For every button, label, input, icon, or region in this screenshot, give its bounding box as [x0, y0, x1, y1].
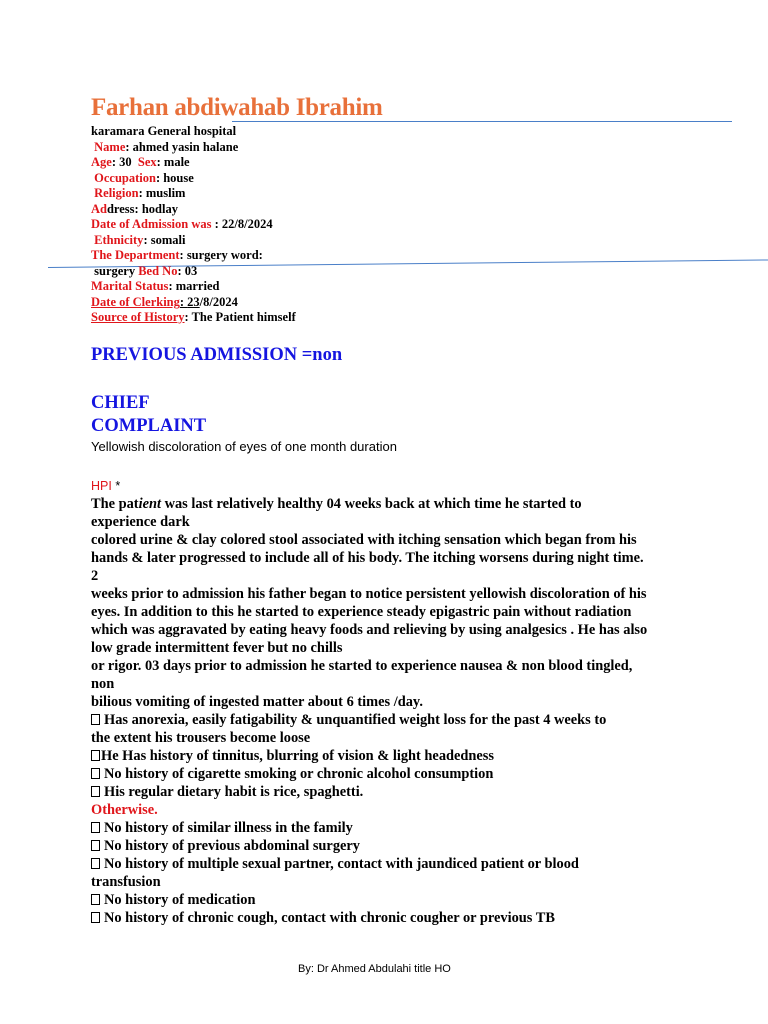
bullet-item — [91, 783, 647, 801]
bullet-item — [91, 891, 647, 909]
bullet-box-icon — [91, 912, 100, 923]
admission-value: : 22/8/2024 — [211, 217, 273, 231]
bed-label: Bed No — [138, 263, 178, 278]
hpi-line: low grade intermittent fever but no chills — [91, 640, 343, 656]
hpi-line: hands & later progressed to include all of his body. The itching worsens during night time. — [91, 550, 644, 566]
bullet-text: No history of chronic cough, contact with chronic cougher or previous TB — [104, 910, 555, 926]
hpi-line: or rigor. 03 days prior to admission he started to experience nausea & non blood tingled, — [91, 658, 633, 674]
bullet-box-icon — [91, 714, 100, 725]
bullet-box-icon — [91, 750, 100, 761]
hpi-line: experience dark — [91, 514, 190, 530]
bullet-box-icon — [91, 786, 100, 797]
hpi-body — [91, 495, 647, 927]
bullet-continuation: transfusion — [91, 874, 161, 890]
religion-label: Religion — [94, 186, 139, 200]
hospital-name: karamara General hospital — [91, 124, 237, 138]
bullet-box-icon — [91, 768, 100, 779]
patient-info-block — [91, 124, 296, 326]
department-row — [91, 248, 296, 264]
otherwise-label: Otherwise. — [91, 802, 158, 818]
bed-row — [91, 264, 296, 280]
bullet-text: No history of similar illness in the family — [104, 820, 353, 836]
occupation-value: : house — [155, 170, 194, 185]
address-label-a: Ad — [91, 201, 107, 216]
source-row — [91, 310, 296, 326]
hpi-line — [91, 495, 647, 513]
address-label-b: dress — [106, 201, 135, 216]
hpi-line: eyes. In addition to this he started to experience steady epigastric pain without radiation — [91, 604, 632, 620]
bullet-item — [91, 819, 647, 837]
name-row — [91, 140, 296, 156]
hpi-label: HPI — [91, 479, 112, 493]
marital-row — [91, 279, 296, 295]
clerking-colon: : — [179, 294, 188, 309]
department-value: : surgery word: — [179, 248, 263, 262]
clerking-day: 23 — [187, 294, 200, 309]
source-value: : The Patient himself — [184, 310, 296, 324]
bullet-text: No history of cigarette smoking or chronic alcohol consumption — [104, 766, 494, 782]
marital-value: : married — [168, 279, 220, 293]
bullet-text: Has anorexia, easily fatigability & unquantified weight loss for the past 4 weeks to — [104, 712, 607, 728]
chief-heading-line1: CHIEF — [91, 393, 150, 413]
bullet-continuation: the extent his trousers become loose — [91, 730, 311, 746]
bullet-item — [91, 855, 647, 873]
chief-complaint-text: Yellowish discoloration of eyes of one month duration — [91, 439, 397, 454]
hpi-line: 2 — [91, 568, 99, 584]
ethnicity-row — [91, 233, 296, 249]
hpi-label-row — [91, 479, 120, 493]
address-value: : hodlay — [134, 201, 178, 216]
page-footer: By: Dr Ahmed Abdulahi title HO — [298, 963, 451, 975]
bullet-text: No history of medication — [104, 892, 256, 908]
sex-label: Sex — [137, 155, 157, 169]
occupation-row — [91, 171, 296, 187]
hpi-line: bilious vomiting of ingested matter about 6 times /day. — [91, 694, 423, 710]
hpi-fragment: The pat — [91, 496, 139, 512]
surgery-prefix: surgery — [94, 263, 139, 278]
bullet-item — [91, 747, 647, 765]
bullet-text: His regular dietary habit is rice, spaghetti. — [104, 784, 364, 800]
admission-row — [91, 217, 296, 233]
bullet-box-icon — [91, 858, 100, 869]
bullet-item — [91, 909, 647, 927]
religion-value: : muslim — [138, 186, 186, 200]
hpi-line: colored urine & clay colored stool associated with itching sensation which began from his — [91, 532, 637, 548]
bullet-text: No history of previous abdominal surgery — [104, 838, 360, 854]
admission-label: Date of Admission was — [91, 217, 212, 231]
source-label: Source of History — [91, 310, 185, 324]
header-rule — [232, 121, 732, 122]
chief-complaint-heading — [91, 392, 206, 438]
marital-label: Marital Status — [91, 279, 169, 293]
bullet-text: He Has history of tinnitus, blurring of vision & light headedness — [101, 748, 494, 764]
name-label: Name — [94, 139, 126, 154]
religion-row — [91, 186, 296, 202]
bullet-item — [91, 765, 647, 783]
hpi-italic-fragment: ient — [138, 496, 161, 512]
chief-heading-line2: COMPLAINT — [91, 416, 207, 436]
hpi-fragment: was last relatively healthy 04 weeks back at which time he started to — [160, 496, 582, 512]
address-row — [91, 202, 296, 218]
department-label: The Department — [91, 248, 180, 262]
previous-admission-heading: PREVIOUS ADMISSION =non — [91, 345, 343, 365]
author-name: Farhan abdiwahab Ibrahim — [91, 94, 383, 121]
bullet-box-icon — [91, 840, 100, 851]
sex-value: : male — [156, 155, 190, 169]
hpi-star: * — [111, 479, 121, 493]
age-sex-row — [91, 155, 296, 171]
bed-value: : 03 — [177, 263, 198, 278]
occupation-label: Occupation — [94, 170, 156, 185]
bullet-box-icon — [91, 822, 100, 833]
clerking-row — [91, 295, 296, 311]
hpi-line: non — [91, 676, 115, 692]
hpi-line: weeks prior to admission his father began to notice persistent yellowish discoloration of his — [91, 586, 647, 602]
ethnicity-value: : somali — [143, 232, 186, 247]
bullet-box-icon — [91, 894, 100, 905]
clerking-value: /8/2024 — [199, 294, 238, 309]
ethnicity-label: Ethnicity — [94, 232, 144, 247]
age-label: Age — [91, 155, 112, 169]
bullet-item — [91, 711, 647, 729]
name-value: : ahmed yasin halane — [125, 139, 239, 154]
bullet-text: No history of multiple sexual partner, contact with jaundiced patient or blood — [104, 856, 579, 872]
age-value: : 30 — [111, 155, 132, 169]
hpi-line: which was aggravated by eating heavy foods and relieving by using analgesics . He has also — [91, 622, 648, 638]
bullet-item — [91, 837, 647, 855]
clerking-label: Date of Clerking — [91, 294, 180, 309]
